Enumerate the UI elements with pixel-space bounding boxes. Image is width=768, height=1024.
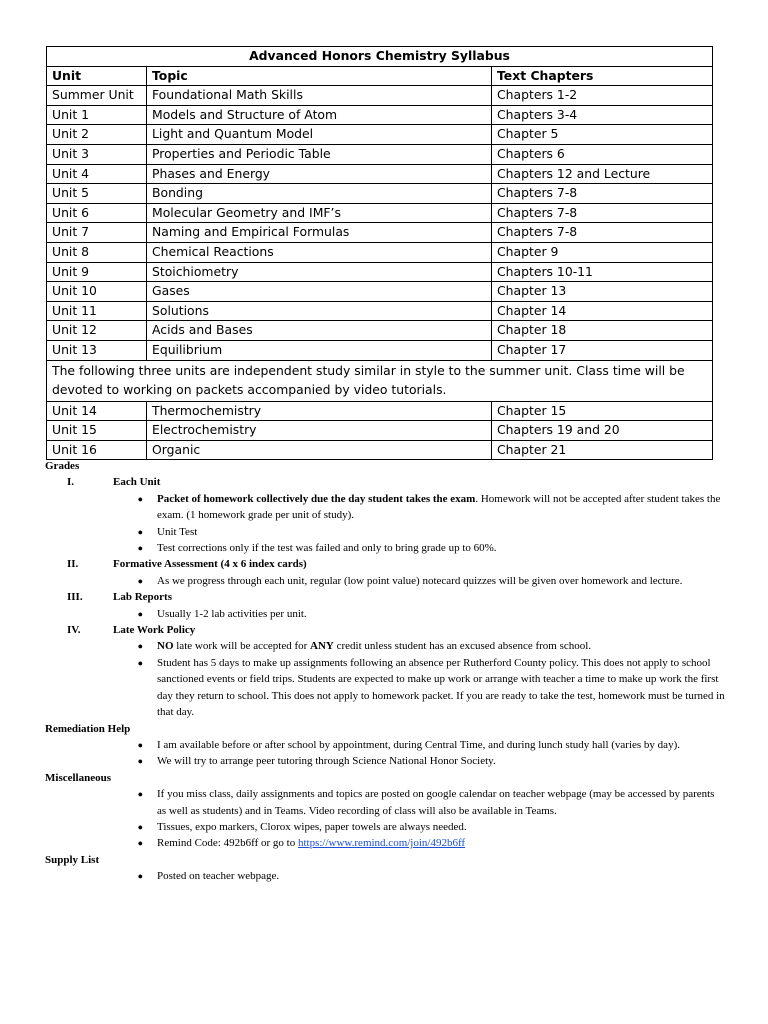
bullet-icon: ●: [137, 821, 143, 832]
unit-cell: Unit 14: [47, 401, 147, 421]
chapters-cell: Chapters 7-8: [492, 184, 713, 204]
table-row: [47, 184, 713, 204]
unit-cell: Unit 5: [47, 184, 147, 204]
section-title: Each Unit: [113, 476, 161, 489]
table-row: [47, 86, 713, 106]
unit-cell: Unit 3: [47, 144, 147, 164]
topic-cell: Foundational Math Skills: [147, 86, 492, 106]
table-row: [47, 421, 713, 441]
unit-cell: Unit 16: [47, 440, 147, 460]
bullet-text: I am available before or after school by appointment, during Central Time, and during lunch study hall (varies by day).: [157, 738, 680, 751]
supply-heading: Supply List: [45, 853, 100, 866]
grades-section-heading: [45, 622, 725, 638]
topic-cell: Properties and Periodic Table: [147, 144, 492, 164]
bullet-icon: ●: [137, 838, 143, 849]
list-item: [45, 491, 725, 524]
grades-section-list: [45, 606, 725, 622]
table-row: [47, 301, 713, 321]
grades-section-list: [45, 638, 725, 720]
unit-cell: Unit 6: [47, 203, 147, 223]
topic-cell: Light and Quantum Model: [147, 125, 492, 145]
chapters-cell: Chapter 13: [492, 282, 713, 302]
topic-cell: Models and Structure of Atom: [147, 105, 492, 125]
header-chapters: Text Chapters: [492, 66, 713, 86]
unit-cell: Unit 7: [47, 223, 147, 243]
chapters-cell: Chapter 15: [492, 401, 713, 421]
chapters-cell: Chapters 3-4: [492, 105, 713, 125]
bullet-icon: ●: [137, 543, 143, 554]
bullet-icon: ●: [137, 871, 143, 882]
grades-section-heading: [45, 589, 725, 605]
independent-study-note: The following three units are independent study similar in style to the summer unit. Class time will be devoted to working on packets accompanied by video tutorials.: [47, 360, 713, 401]
grades-section-list: [45, 573, 725, 589]
bullet-text: Posted on teacher webpage.: [157, 870, 280, 883]
topic-cell: Stoichiometry: [147, 262, 492, 282]
bullet-text: Test corrections only if the test was failed and only to bring grade up to 60%.: [157, 542, 497, 555]
syllabus-details: [45, 458, 725, 885]
unit-cell: Unit 9: [47, 262, 147, 282]
topic-cell: Phases and Energy: [147, 164, 492, 184]
section-number: IV.: [67, 624, 81, 637]
remind-link[interactable]: https://www.remind.com/join/492b6ff: [297, 837, 466, 850]
unit-cell: Unit 8: [47, 242, 147, 262]
bullet-text: Remind Code: 492b6ff or go to https://www.remind.com/join/492b6ff: [157, 837, 466, 850]
header-unit: Unit: [47, 66, 147, 86]
bullet-text: Unit Test: [157, 525, 198, 538]
list-item: [45, 655, 725, 721]
table-row: [47, 203, 713, 223]
table-row: [47, 223, 713, 243]
bullet-text: Student has 5 days to make up assignments following an absence per Rutherford County policy. This does not apply to school sanctioned events or field trips. Students are expected to make up work or arrange with teacher a time to make up work the first day they return to school. This does not apply to homework packet. If you are ready to take the test, homework must be turned in that day.: [157, 656, 725, 719]
bullet-icon: ●: [137, 657, 143, 668]
bullet-icon: ●: [137, 756, 143, 767]
bullet-text: Packet of homework collectively due the day student takes the exam. Homework will not be accepted after student takes the exam. (1 homework grade per unit of study).: [157, 492, 721, 522]
table-row: [47, 340, 713, 360]
header-topic: Topic: [147, 66, 492, 86]
bullet-text: As we progress through each unit, regular (low point value) notecard quizzes will be given over homework and lecture.: [157, 574, 683, 587]
bullet-icon: ●: [137, 789, 143, 800]
list-item: [45, 524, 725, 540]
unit-cell: Unit 12: [47, 321, 147, 341]
chapters-cell: Chapters 1-2: [492, 86, 713, 106]
bullet-text: Usually 1-2 lab activities per unit.: [157, 607, 307, 620]
section-title: Lab Reports: [113, 591, 172, 604]
section-number: III.: [67, 591, 83, 604]
topic-cell: Equilibrium: [147, 340, 492, 360]
section-number: II.: [67, 558, 79, 571]
table-header-row: [47, 66, 713, 86]
section-title: Formative Assessment (4 x 6 index cards): [113, 558, 307, 571]
table-row: [47, 144, 713, 164]
unit-cell: Unit 10: [47, 282, 147, 302]
bullet-text: If you miss class, daily assignments and topics are posted on google calendar on teacher webpage (may be accessed by parents as well as students) and in Teams. Video recording of class will also be available in Teams.: [157, 788, 715, 817]
grades-section-heading: [45, 556, 725, 572]
table-row: [47, 262, 713, 282]
table-title: Advanced Honors Chemistry Syllabus: [47, 47, 713, 67]
section-number: I.: [67, 476, 75, 489]
chapters-cell: Chapter 9: [492, 242, 713, 262]
chapters-cell: Chapters 7-8: [492, 203, 713, 223]
table-row: [47, 242, 713, 262]
topic-cell: Molecular Geometry and IMF’s: [147, 203, 492, 223]
list-item: [45, 606, 725, 622]
bold-text: Packet of homework collectively due the day student takes the exam: [157, 492, 476, 505]
unit-cell: Unit 11: [47, 301, 147, 321]
misc-heading: Miscellaneous: [45, 771, 111, 784]
remind-item: [45, 835, 725, 851]
bullet-text: We will try to arrange peer tutoring through Science National Honor Society.: [157, 755, 496, 768]
chapters-cell: Chapter 5: [492, 125, 713, 145]
remediation-list: [45, 737, 725, 770]
table-row: [47, 401, 713, 421]
chapters-cell: Chapters 19 and 20: [492, 421, 713, 441]
table-row: [47, 321, 713, 341]
table-row: [47, 164, 713, 184]
section-title: Late Work Policy: [113, 624, 196, 637]
bullet-icon: ●: [137, 526, 143, 537]
bold-text: ANY: [310, 640, 334, 653]
chapters-cell: Chapter 14: [492, 301, 713, 321]
list-item: [45, 540, 725, 556]
chapters-cell: Chapter 18: [492, 321, 713, 341]
unit-cell: Unit 13: [47, 340, 147, 360]
unit-cell: Unit 4: [47, 164, 147, 184]
topic-cell: Gases: [147, 282, 492, 302]
chapters-cell: Chapters 10-11: [492, 262, 713, 282]
chapters-cell: Chapters 12 and Lecture: [492, 164, 713, 184]
chapters-cell: Chapter 21: [492, 440, 713, 460]
unit-cell: Unit 2: [47, 125, 147, 145]
table-title-row: [47, 47, 713, 67]
unit-cell: Summer Unit: [47, 86, 147, 106]
grades-heading: Grades: [45, 460, 80, 472]
unit-cell: Unit 1: [47, 105, 147, 125]
table-row: [47, 105, 713, 125]
unit-cell: Unit 15: [47, 421, 147, 441]
topic-cell: Bonding: [147, 184, 492, 204]
bullet-icon: ●: [137, 641, 143, 652]
grades-sections: [45, 474, 725, 720]
topic-cell: Thermochemistry: [147, 401, 492, 421]
table-row: [47, 282, 713, 302]
bold-text: NO: [157, 640, 174, 653]
list-item: [45, 573, 725, 589]
topic-cell: Acids and Bases: [147, 321, 492, 341]
syllabus-table: [46, 46, 713, 460]
topic-cell: Naming and Empirical Formulas: [147, 223, 492, 243]
independent-study-note-row: [47, 360, 713, 401]
chapters-cell: Chapter 17: [492, 340, 713, 360]
table-row: [47, 125, 713, 145]
misc-list: [45, 786, 725, 852]
grades-section-heading: [45, 474, 725, 490]
list-item: [45, 638, 725, 654]
topic-cell: Electrochemistry: [147, 421, 492, 441]
topic-cell: Organic: [147, 440, 492, 460]
list-item: [45, 753, 725, 769]
bullet-text: NO late work will be accepted for ANY credit unless student has an excused absence from school.: [157, 640, 592, 653]
chapters-cell: Chapters 7-8: [492, 223, 713, 243]
supply-list: [45, 868, 725, 884]
bullet-text: Tissues, expo markers, Clorox wipes, paper towels are always needed.: [157, 820, 467, 833]
chapters-cell: Chapters 6: [492, 144, 713, 164]
list-item: [45, 868, 725, 884]
topic-cell: Solutions: [147, 301, 492, 321]
topic-cell: Chemical Reactions: [147, 242, 492, 262]
list-item: [45, 786, 725, 819]
grades-section-list: [45, 491, 725, 557]
list-item: [45, 819, 725, 835]
bullet-icon: ●: [137, 493, 143, 504]
bullet-icon: ●: [137, 608, 143, 619]
bullet-icon: ●: [137, 739, 143, 750]
list-item: [45, 737, 725, 753]
remediation-heading: Remediation Help: [45, 722, 131, 735]
bullet-icon: ●: [137, 575, 143, 586]
table-row: [47, 440, 713, 460]
